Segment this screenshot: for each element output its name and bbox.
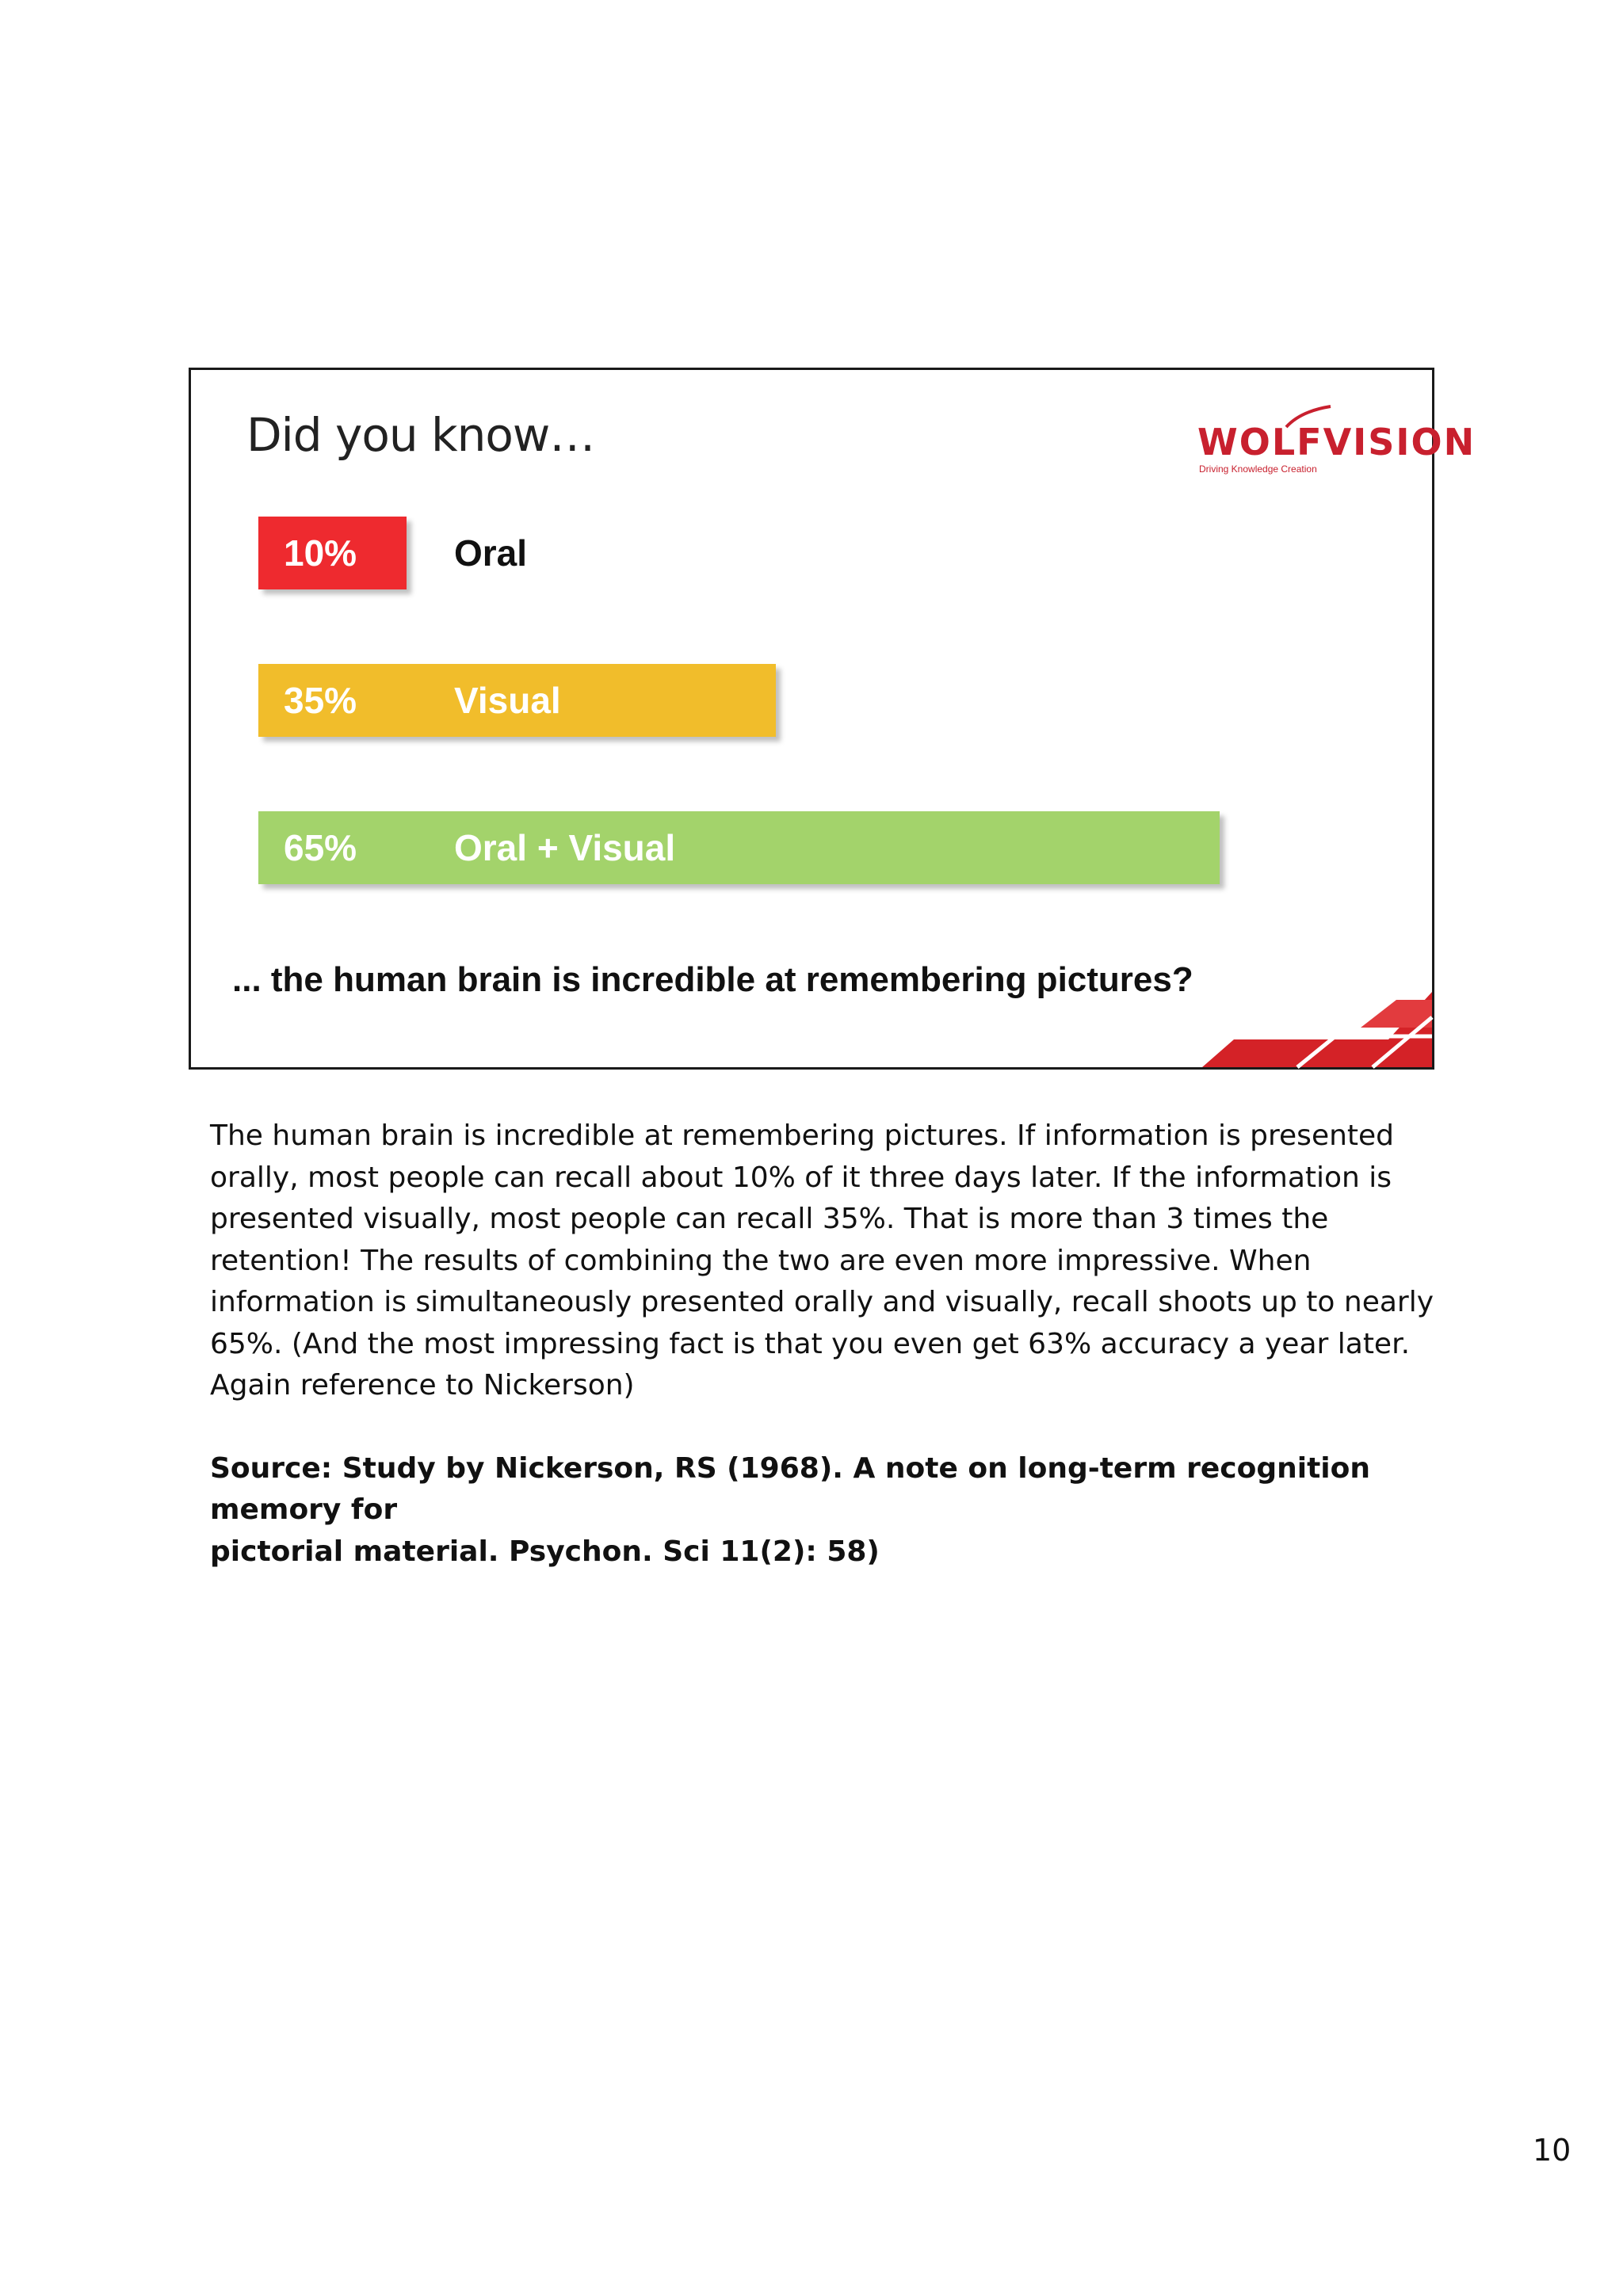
bar-value-label: 65% [284, 827, 357, 868]
bar-category-label: Oral [454, 532, 528, 574]
slide-thumbnail [189, 368, 1476, 1070]
bar-category-label: Visual [454, 680, 561, 721]
wolfvision-logo [1197, 405, 1476, 475]
bar-oral-visual [258, 811, 1220, 884]
notes-line: retention! The results of combining the two are even more impressive. When [210, 1244, 1312, 1277]
slide-question: ... the human brain is incredible at remembering pictures? [232, 960, 1193, 999]
bar-value-label: 35% [284, 680, 357, 721]
notes-line: orally, most people can recall about 10% of it three days later. If the information is [210, 1161, 1392, 1194]
source-citation-line: Source: Study by Nickerson, RS (1968). A note on long-term recognition memory for [210, 1451, 1371, 1526]
notes-line: 65%. (And the most impressing fact is that you even get 63% accuracy a year later. [210, 1327, 1411, 1360]
bar-visual [258, 664, 776, 737]
corner-decoration-icon [1202, 992, 1432, 1067]
speaker-notes [210, 1116, 1446, 1573]
notes-line: Again reference to Nickerson) [210, 1369, 635, 1402]
logo-tagline: Driving Knowledge Creation [1199, 463, 1317, 475]
notes-line: information is simultaneously presented orally and visually, recall shoots up to nearly [210, 1286, 1434, 1318]
page-number: 10 [1533, 2133, 1571, 2168]
notes-line: The human brain is incredible at remembering pictures. If information is presented [210, 1119, 1395, 1152]
bar-category-label: Oral + Visual [454, 827, 676, 868]
bar-value-label: 10% [284, 532, 357, 574]
logo-word: WOLFVISION [1197, 421, 1476, 463]
notes-line: presented visually, most people can recall 35%. That is more than 3 times the [210, 1203, 1329, 1235]
bar-oral [258, 517, 528, 589]
slide-title: Did you know… [246, 408, 595, 462]
source-citation-line: pictorial material. Psychon. Sci 11(2): 58) [210, 1535, 880, 1568]
